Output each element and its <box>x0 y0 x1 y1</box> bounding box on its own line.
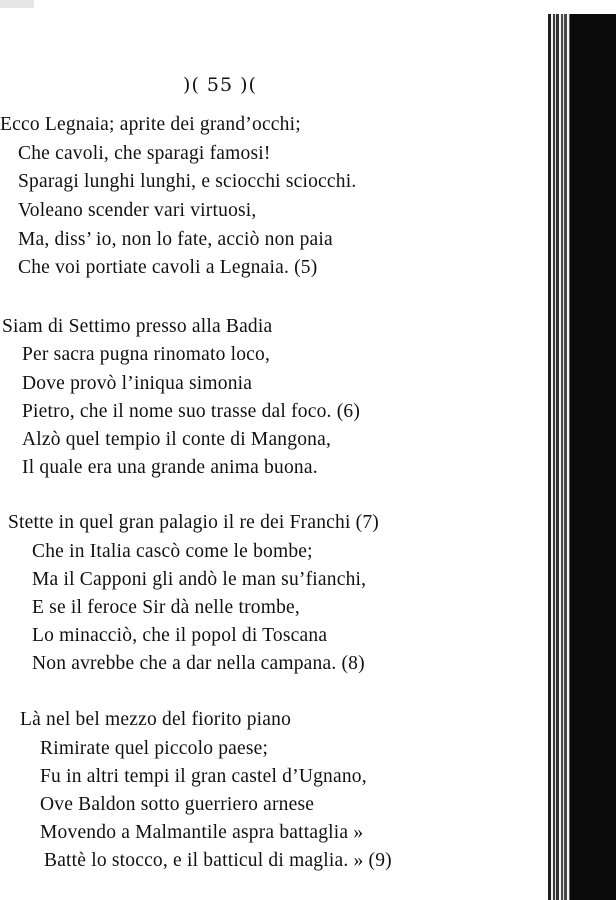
verse-line: Pietro, che il nome suo trasse dal foco. (6) <box>22 401 361 422</box>
verse-line: Là nel bel mezzo del fiorito piano <box>20 709 292 730</box>
verse-line: Rimirate quel piccolo paese; <box>40 738 269 759</box>
book-spine-shadow <box>570 14 616 900</box>
verse-line: Stette in quel gran palagio il re dei Franchi (7) <box>8 512 379 533</box>
verse-line: Ecco Legnaia; aprite dei grand’occhi; <box>0 114 301 135</box>
verse-line: Fu in altri tempi il gran castel d’Ugnano, <box>40 766 367 787</box>
verse-line: Il quale era una grande anima buona. <box>22 457 318 478</box>
book-page-edge <box>548 14 616 900</box>
verse-line: Alzò quel tempio il conte di Mangona, <box>22 429 332 450</box>
verse-line: Voleano scender vari virtuosi, <box>18 200 257 221</box>
verse-line: Battè lo stocco, e il batticul di maglia. » (9) <box>44 850 392 871</box>
verse-line: Ove Baldon sotto guerriero arnese <box>40 794 315 815</box>
verse-line: Dove provò l’iniqua simonia <box>22 373 253 394</box>
page-edge-shade <box>548 14 570 900</box>
verse-line: Che voi portiate cavoli a Legnaia. (5) <box>18 257 318 278</box>
verse-line: Sparagi lunghi lunghi, e sciocchi sciocchi. <box>18 171 357 192</box>
verse-line: Che in Italia cascò come le bombe; <box>32 541 313 562</box>
verse-line: Che cavoli, che sparagi famosi! <box>18 143 271 164</box>
verse-line: Non avrebbe che a dar nella campana. (8) <box>32 653 365 674</box>
verse-line: Siam di Settimo presso alla Badia <box>2 316 273 337</box>
verse-line: E se il feroce Sir dà nelle trombe, <box>32 597 300 618</box>
verse-line: Lo minacciò, che il popol di Toscana <box>32 625 328 646</box>
verse-line: Movendo a Malmantile aspra battaglia » <box>40 822 364 843</box>
page-number: )( 55 )( <box>183 74 257 96</box>
verse-line: Ma, diss’ io, non lo fate, acciò non paia <box>18 229 333 250</box>
verse-line: Per sacra pugna rinomato loco, <box>22 344 271 365</box>
verse-line: Ma il Capponi gli andò le man su’fianchi, <box>32 569 367 590</box>
